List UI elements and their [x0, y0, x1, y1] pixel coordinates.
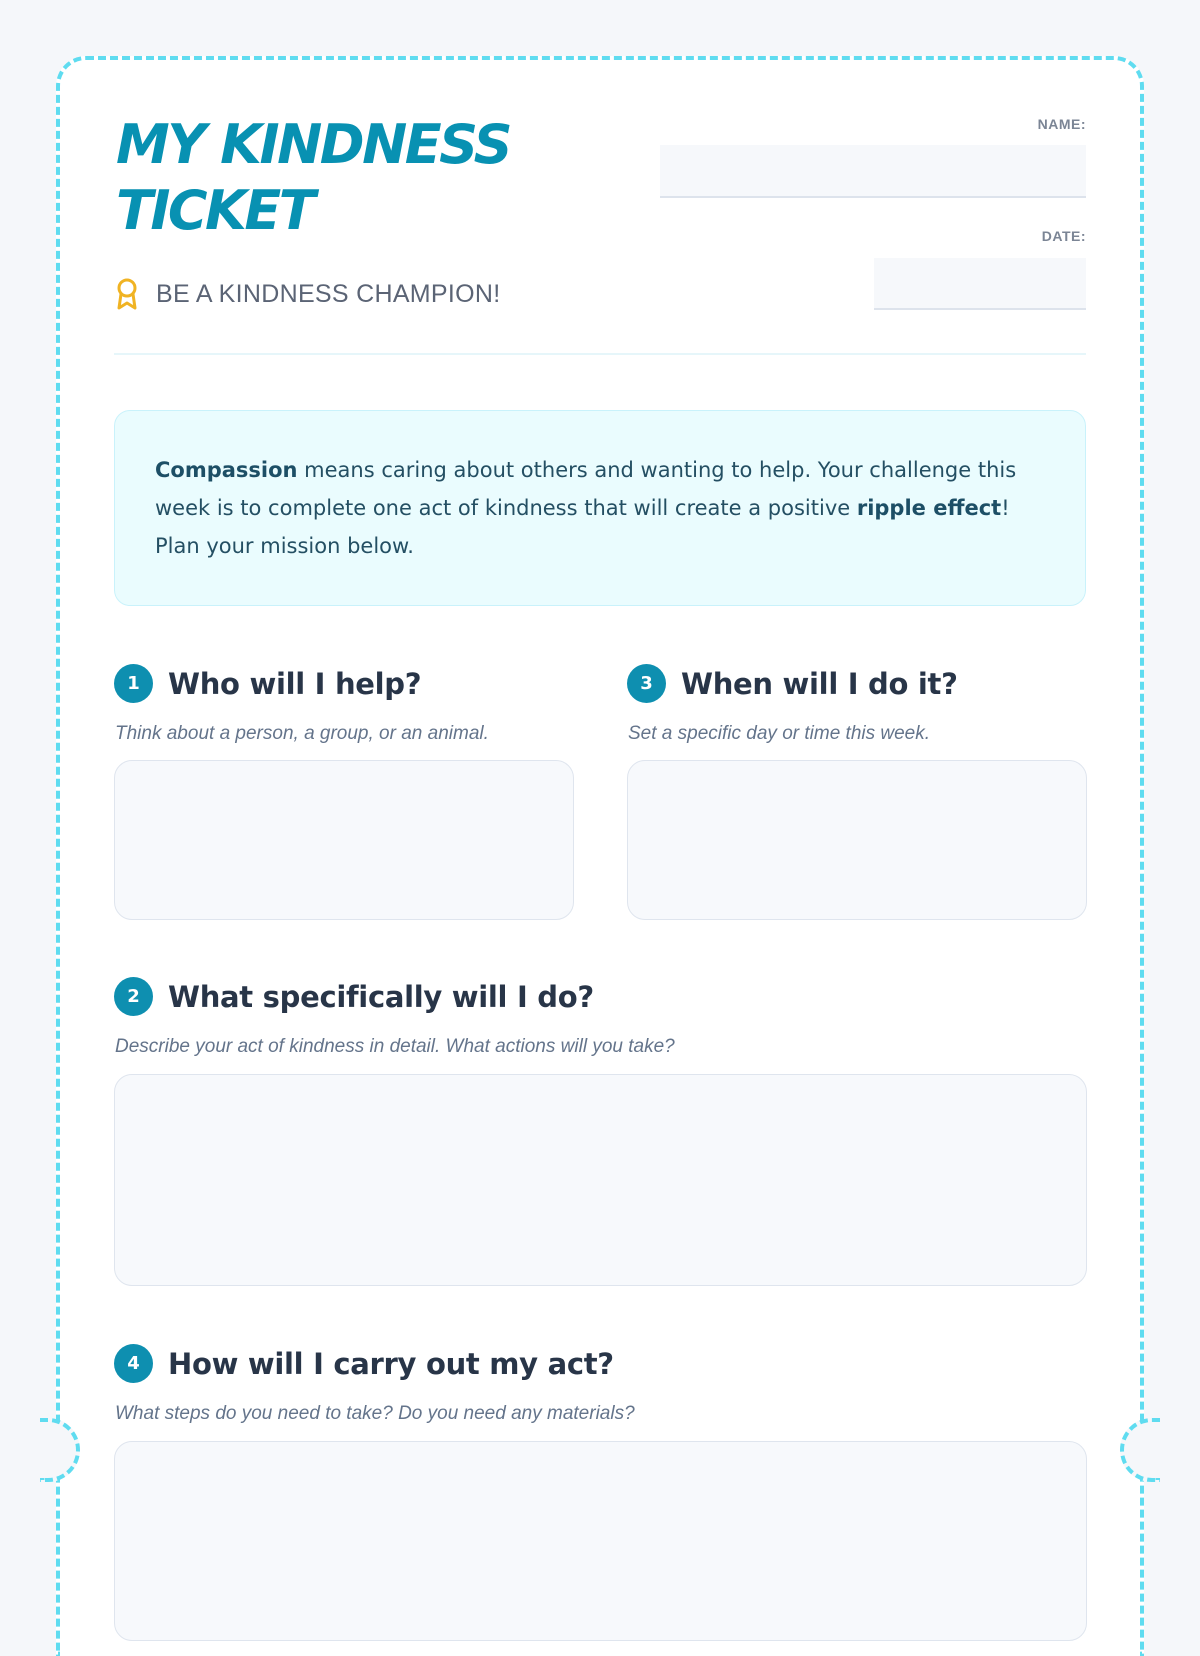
question-4-hint: What steps do you need to take? Do you need any materials? [115, 1403, 635, 1424]
tagline-text: BE A KINDNESS CHAMPION! [156, 279, 501, 308]
question-3-title: When will I do it? [681, 666, 958, 701]
tagline [116, 274, 501, 314]
date-field[interactable] [874, 258, 1086, 310]
date-label: DATE: [1041, 228, 1086, 244]
name-field[interactable] [660, 145, 1086, 198]
question-4-answer-box[interactable] [114, 1441, 1087, 1641]
question-1-hint: Think about a person, a group, or an animal. [115, 723, 489, 744]
question-1-answer-box[interactable] [114, 760, 574, 920]
question-1-number-badge: 1 [114, 664, 153, 703]
intro-bold-ripple: ripple effect [856, 496, 1002, 520]
title-line-1: MY KINDNESS [116, 113, 511, 176]
intro-text-2: ! Plan your mission below. [155, 496, 1010, 558]
question-3-answer-box[interactable] [627, 760, 1087, 920]
intro-text-1: means caring about others and wanting to help. Your challenge this week is to complete one act of kindness that will create a positive [155, 458, 1017, 520]
intro-bold-compassion: Compassion [155, 458, 298, 482]
question-1-header [114, 664, 421, 703]
question-1-title: Who will I help? [168, 666, 422, 701]
page-title [116, 112, 576, 244]
question-4-number-badge: 4 [114, 1344, 153, 1383]
question-2-hint: Describe your act of kindness in detail. What actions will you take? [115, 1036, 675, 1057]
question-4-header [114, 1344, 614, 1383]
question-4-title: How will I carry out my act? [168, 1346, 614, 1381]
question-2-number-badge: 2 [114, 977, 153, 1016]
intro-callout [114, 410, 1086, 606]
question-3-number-badge: 3 [627, 664, 666, 703]
title-line-2: TICKET [116, 179, 314, 242]
question-3-header [627, 664, 958, 703]
header-divider [114, 353, 1086, 355]
question-2-answer-box[interactable] [114, 1074, 1087, 1286]
question-2-title: What specifically will I do? [168, 979, 594, 1014]
question-2-header [114, 977, 594, 1016]
name-label: NAME: [1037, 116, 1086, 132]
question-3-hint: Set a specific day or time this week. [628, 723, 931, 744]
award-ribbon-icon [116, 278, 138, 310]
